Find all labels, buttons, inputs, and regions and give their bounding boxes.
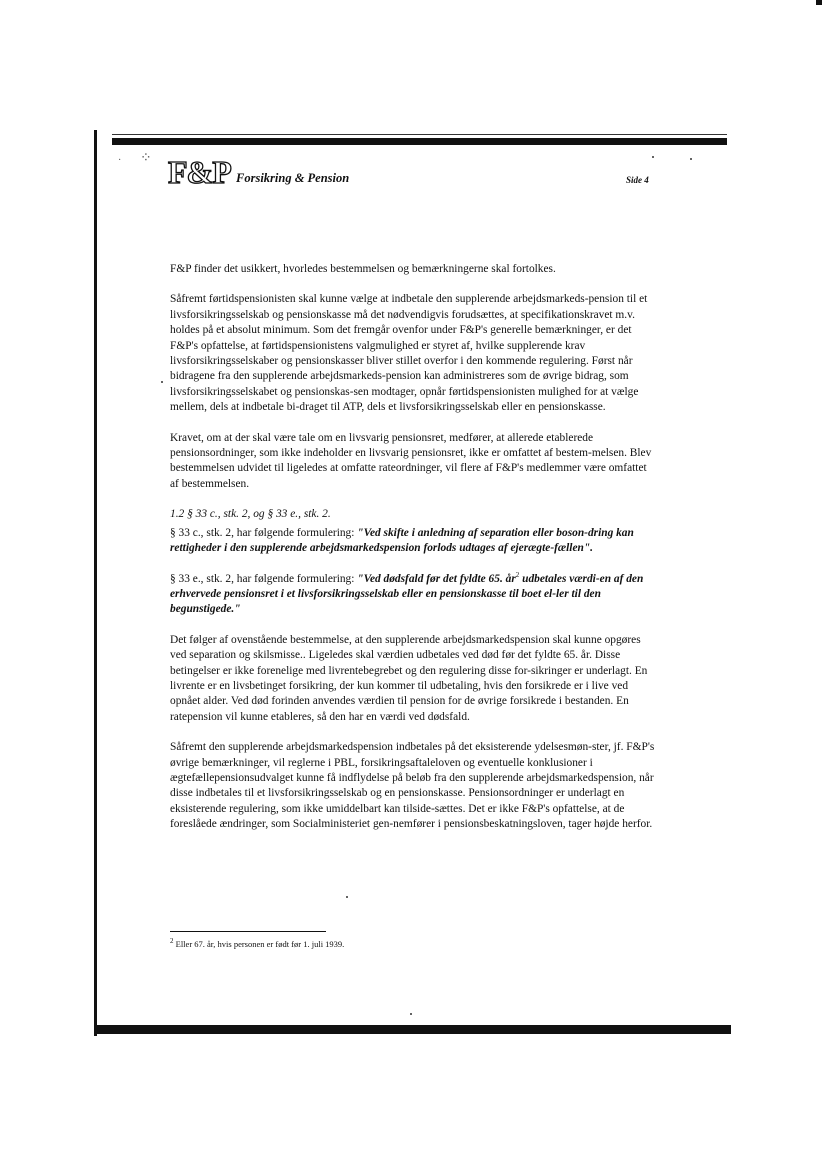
quote-text: "Ved skifte i anledning af separation eller boson-dring kan rettigheder i den supplerende arbejdsmarkedspension forlods udtages af ejerægte-fællen".: [170, 526, 634, 555]
footnote-text: Eller 67. år, hvis personen er født før 1. juli 1939.: [173, 939, 345, 949]
footnote-rule: [170, 931, 326, 932]
scan-dot: [652, 156, 654, 158]
paragraph-quote-33c: [170, 526, 658, 557]
left-border-rule: [94, 130, 97, 1036]
quote-intro: § 33 c., stk. 2, har følgende formulering:: [170, 526, 358, 539]
scan-dot: [410, 1013, 412, 1015]
company-name: Forsikring & Pension: [236, 171, 350, 185]
footnote-reference: 2: [515, 570, 520, 579]
scan-dot: [346, 896, 348, 898]
header-rule: [112, 138, 727, 145]
section-heading: 1.2 § 33 c., stk. 2, og § 33 e., stk. 2.: [170, 508, 331, 521]
document-body: [170, 262, 658, 848]
paragraph: Såfremt den supplerende arbejdsmarkedspension indbetales på det eksisterende ydelsesmøn-ster, jf. F&P's øvrige bemærkninger, vil reglerne i PBL, forsikringsaftaleloven og eventuelle konklusioner i ægtefællepensionsudvalget kunne få indflydelse på beløb fra den supplerende arbejdsmarkedspension, når disse indbetales til et livsforsikringsselskab og en pensionskasse. Pensionsordninger er underlagt en eksisterende regulering, som ikke umiddelbart kan tilside-sættes. Det er ikke F&P's opfattelse, at de foreslåede ændringer, som Socialministeriet gen-nemfører i pensionsbeskatningsloven, tager højde herfor.: [170, 741, 655, 831]
scan-noise: ·: [118, 155, 122, 166]
quote-text: "Ved dødsfald før det fyldte 65. år: [357, 572, 516, 585]
scan-dot: [161, 381, 163, 383]
footnote: [170, 939, 344, 949]
scan-dot: [690, 158, 692, 160]
paragraph: Såfremt førtidspensionisten skal kunne vælge at indbetale den supplerende arbejdsmarkeds-pension til et livsforsikringsselskab og pensionskasse må det nødvendigvis forudsættes, at specifikationskravet m.v. holdes på et absolut minimum. Som det fremgår ovenfor under F&P's generelle bemærkninger, er det F&P's opfattelse, at førtidspensionistens valgmulighed er styret af, hvilke supplerende krav livsforsikringsselskaber og pensionskasser bliver stillet overfor i den kommende regulering. Først når bidragene fra den supplerende arbejdsmarkeds-pension kan administreres som de øvrige bidrag, som livsforsikringsselskabet og pensionskas-sen modtager, opnår førtidspensionisten mulighed for at vælge mellem, dels at indbetale bi-draget til ATP, dels et livsforsikringsselskab eller en pensionskasse.: [170, 293, 648, 414]
company-logo: F&P: [168, 154, 231, 190]
footnote-number: 2: [170, 937, 174, 946]
paragraph-quote-33e: [170, 572, 658, 618]
header-thin-rule: [112, 134, 727, 135]
page-number: Side 4: [626, 175, 649, 185]
paragraph: Kravet, om at der skal være tale om en livsvarig pensionsret, medfører, at allerede etablerede pensionsordninger, som ikke indeholder en livsvarig pensionsret, ikke er omfattet af bestem-melsen. Blev bestemmelsen udvidet til ligeledes at omfatte rateordninger, vil flere af F&P's medlemmer være omfattet af bestemmelsen.: [170, 431, 652, 490]
paragraph: F&P finder det usikkert, hvorledes bestemmelsen og bemærkningerne skal fortolkes.: [170, 263, 556, 275]
quote-text: udbetales værdi-en af den erhvervede pensionsret i et livsforsikringsselskab eller en pensionskasse til boet el-ler til den begunstigede.": [170, 572, 644, 616]
footer-rule: [96, 1025, 731, 1034]
scan-corner-mark: [816, 0, 822, 5]
paragraph: Det følger af ovenstående bestemmelse, at den supplerende arbejdsmarkedspension skal kunne opgøres ved separation og skilsmisse.. Ligeledes skal værdien udbetales ved død før det fyldte 65. år. Disse betingelser er ikke forenelige med livrentebegrebet og den regulering disse for-sikringer er underlagt. En livrente er en livsbetinget forsikring, der kun kommer til udbetaling, hvis den forsikrede er i live ved opnået alder. Ved død forinden anvendes værdien til pension for de øvrige forsikrede i bestanden. En ratepension vil kunne etableres, så den har en værdi ved dødsfald.: [170, 633, 648, 723]
quote-intro: § 33 e., stk. 2, har følgende formulering:: [170, 572, 358, 585]
scan-noise: ⁘: [140, 151, 152, 166]
